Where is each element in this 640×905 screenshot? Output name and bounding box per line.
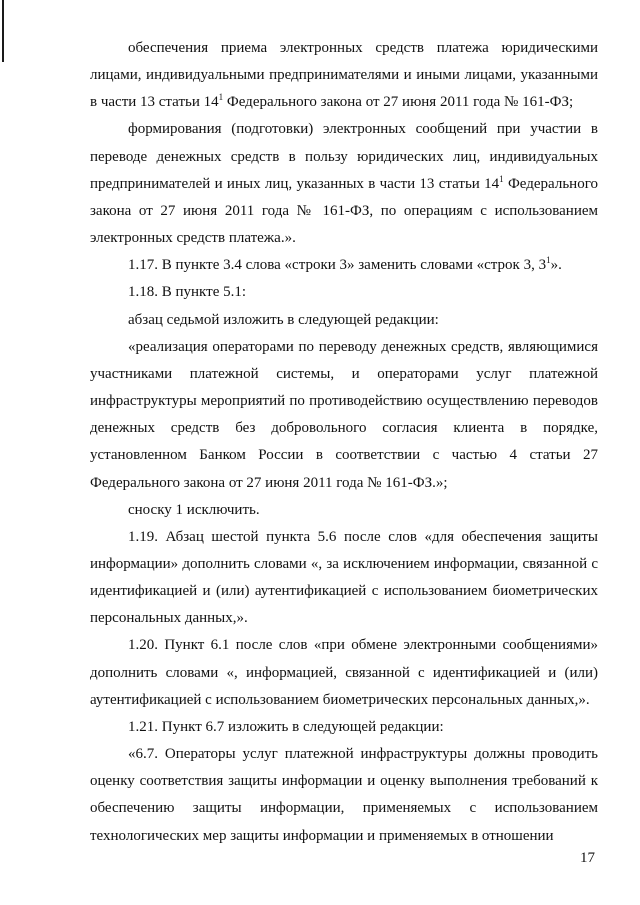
paragraph-text: обеспечения приема электронных средств платежа юридическими лицами, индивидуальными предпринимателями и иными лицами, указанными в части 13 статьи 14 [90,40,598,111]
paragraph [90,307,598,334]
superscript: 1 [546,255,551,266]
paragraph [90,741,598,850]
paragraph-text: 1.21. Пункт 6.7 изложить в следующей редакции: [128,718,444,735]
paragraph-text: 1.20. Пункт 6.1 после слов «при обмене электронными сообщениями» дополнить словами «, информацией, связанной с идентификацией и (или) аутентификацией с использованием биометрических персональных данных,». [90,637,598,708]
margin-mark [2,0,4,62]
paragraph [90,116,598,252]
paragraph-text: 1.19. Абзац шестой пункта 5.6 после слов «для обеспечения защиты информации» дополнить словами «, за исключением информации, связанной с идентификацией и (или) аутентификацией с использованием биометрических персональных данных,». [90,528,598,627]
paragraph [90,714,598,741]
paragraph [90,632,598,713]
paragraph [90,524,598,633]
superscript: 1 [499,173,504,184]
paragraph [90,334,598,497]
paragraph-text: ». [550,257,562,274]
paragraph-text: Федерального закона от 27 июня 2011 года № 161-ФЗ; [223,94,574,111]
superscript: 1 [218,92,224,103]
paragraph [90,279,598,306]
paragraph-text: 1.18. В пункте 5.1: [128,284,247,301]
paragraph-text: формирования (подготовки) электронных сообщений при участии в переводе денежных средств в пользу юридических лиц, индивидуальных предпринимателей и иных лиц, указанных в части 13 статьи 14 [90,121,598,192]
page-number: 17 [580,850,595,866]
paragraph-text: абзац седьмой изложить в следующей редакции: [128,311,439,328]
document-body [90,35,598,850]
paragraph-text: «реализация операторами по переводу денежных средств, являющимися участниками платежной системы, и операторами услуг платежной инфраструктуры мероприятий по противодействию осуществлению переводов денежных средств без добровольного согласия клиента в порядке, установленном Банком России в соответствии с частью 4 статьи 27 Федерального закона от 27 июня 2011 года № 161-ФЗ.»; [90,338,598,491]
paragraph [90,35,598,116]
paragraph [90,252,598,279]
paragraph [90,497,598,524]
paragraph-text: 1.17. В пункте 3.4 слова «строки 3» заменить словами «строк 3, 3 [128,257,547,274]
paragraph-text: сноску 1 исключить. [128,501,260,518]
paragraph-text: Федерального закона от 27 июня 2011 года № 161-ФЗ, по операциям с использованием электронных средств платежа.». [90,175,598,247]
paragraph-text: «6.7. Операторы услуг платежной инфраструктуры должны проводить оценку соответствия защиты информации и оценку выполнения требований к обеспечению защиты информации, применяемых с использованием технологических мер защиты информации и применяемых в отношении [90,746,598,844]
